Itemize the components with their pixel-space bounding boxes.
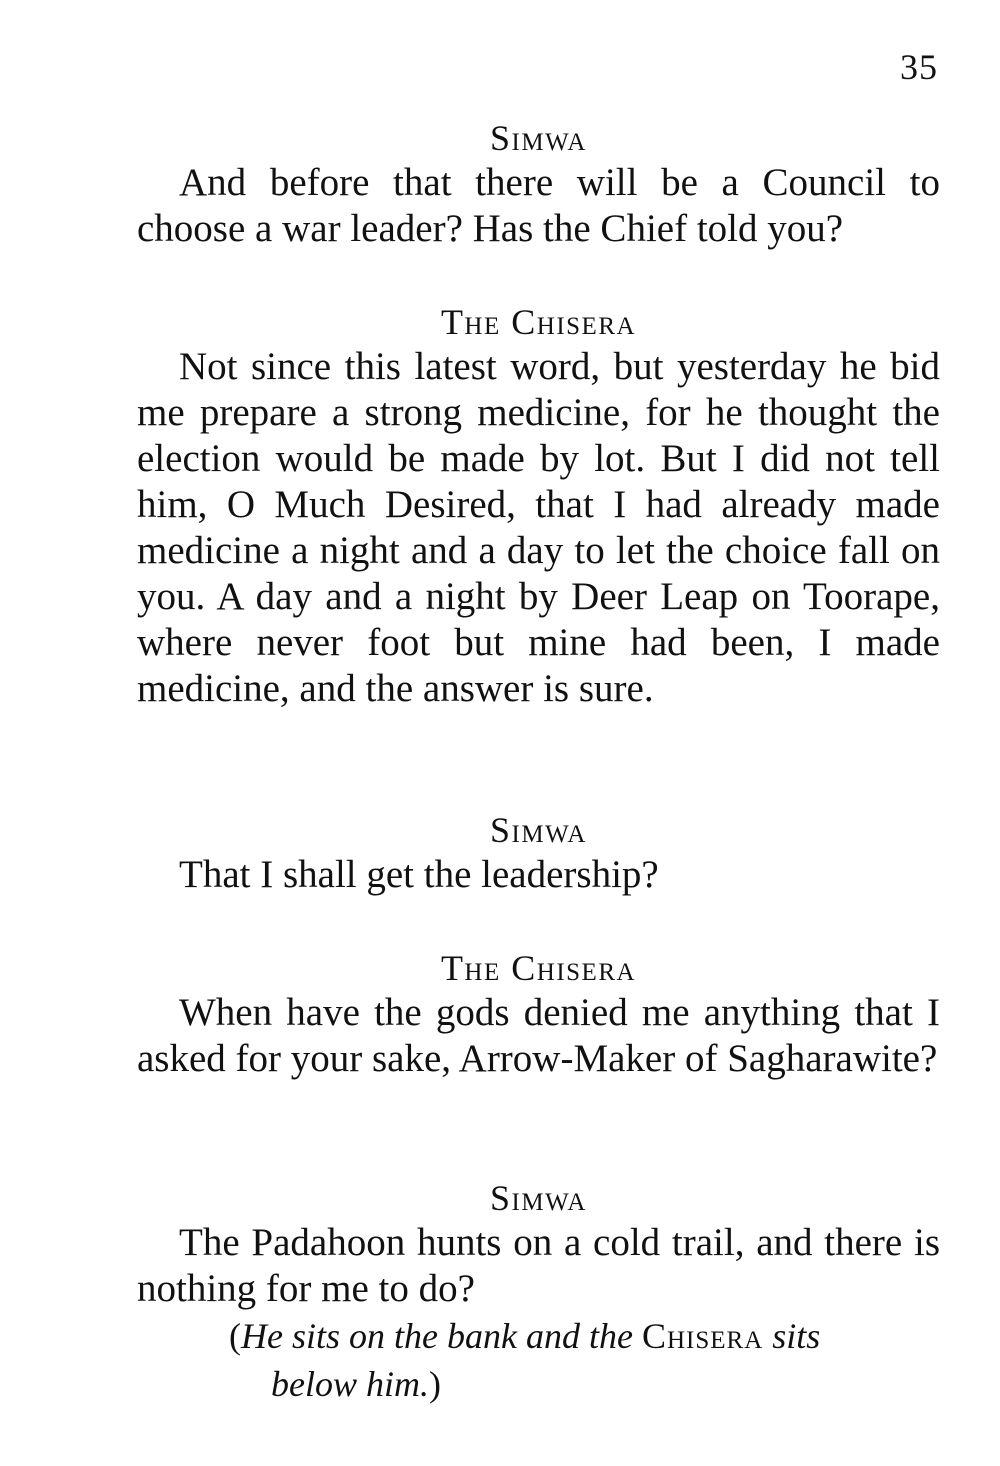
speech-text: And before that there will be a Council to choose a war leader? Has the Chief told you? <box>137 161 940 250</box>
dialogue-block-3 <box>137 808 940 898</box>
dialogue-block-4 <box>137 946 940 1082</box>
speech-text: That I shall get the leadership? <box>179 853 659 896</box>
paren-close: ) <box>429 1364 441 1404</box>
speaker-name: The Chisera <box>440 948 637 988</box>
paren-open: ( <box>229 1316 241 1356</box>
speaker-name: Simwa <box>490 1178 587 1218</box>
stage-direction-name: Chisera <box>641 1316 764 1356</box>
dialogue-block-2 <box>137 300 940 712</box>
dialogue-block-1 <box>137 116 940 252</box>
speech-text: Not since this latest word, but yesterday he bid me prepare a strong medicine, for he thought the election would be made by lot. But I did not tell him, O Much Desired, that I had already made medicine a night and a day to let the choice fall on you. A day and a night by Deer Leap on Toorape, where never foot but mine had been, I made medicine, and the answer is sure. <box>137 345 940 710</box>
speaker-name: Simwa <box>490 118 587 158</box>
stage-direction-part2: sits <box>763 1316 821 1356</box>
speaker-name: Simwa <box>490 810 587 850</box>
speaker-name: The Chisera <box>440 302 637 342</box>
speech-text: The Padahoon hunts on a cold trail, and there is nothing for me to do? <box>137 1221 940 1310</box>
dialogue-block-5 <box>137 1176 940 1408</box>
stage-direction-part3: below him. <box>271 1364 429 1404</box>
page-number: 35 <box>900 47 938 87</box>
stage-direction <box>137 1312 940 1408</box>
stage-direction-part1: He sits on the bank and the <box>241 1316 642 1356</box>
speech-text: When have the gods denied me anything that I asked for your sake, Arrow-Maker of Sagharawite? <box>137 991 940 1080</box>
